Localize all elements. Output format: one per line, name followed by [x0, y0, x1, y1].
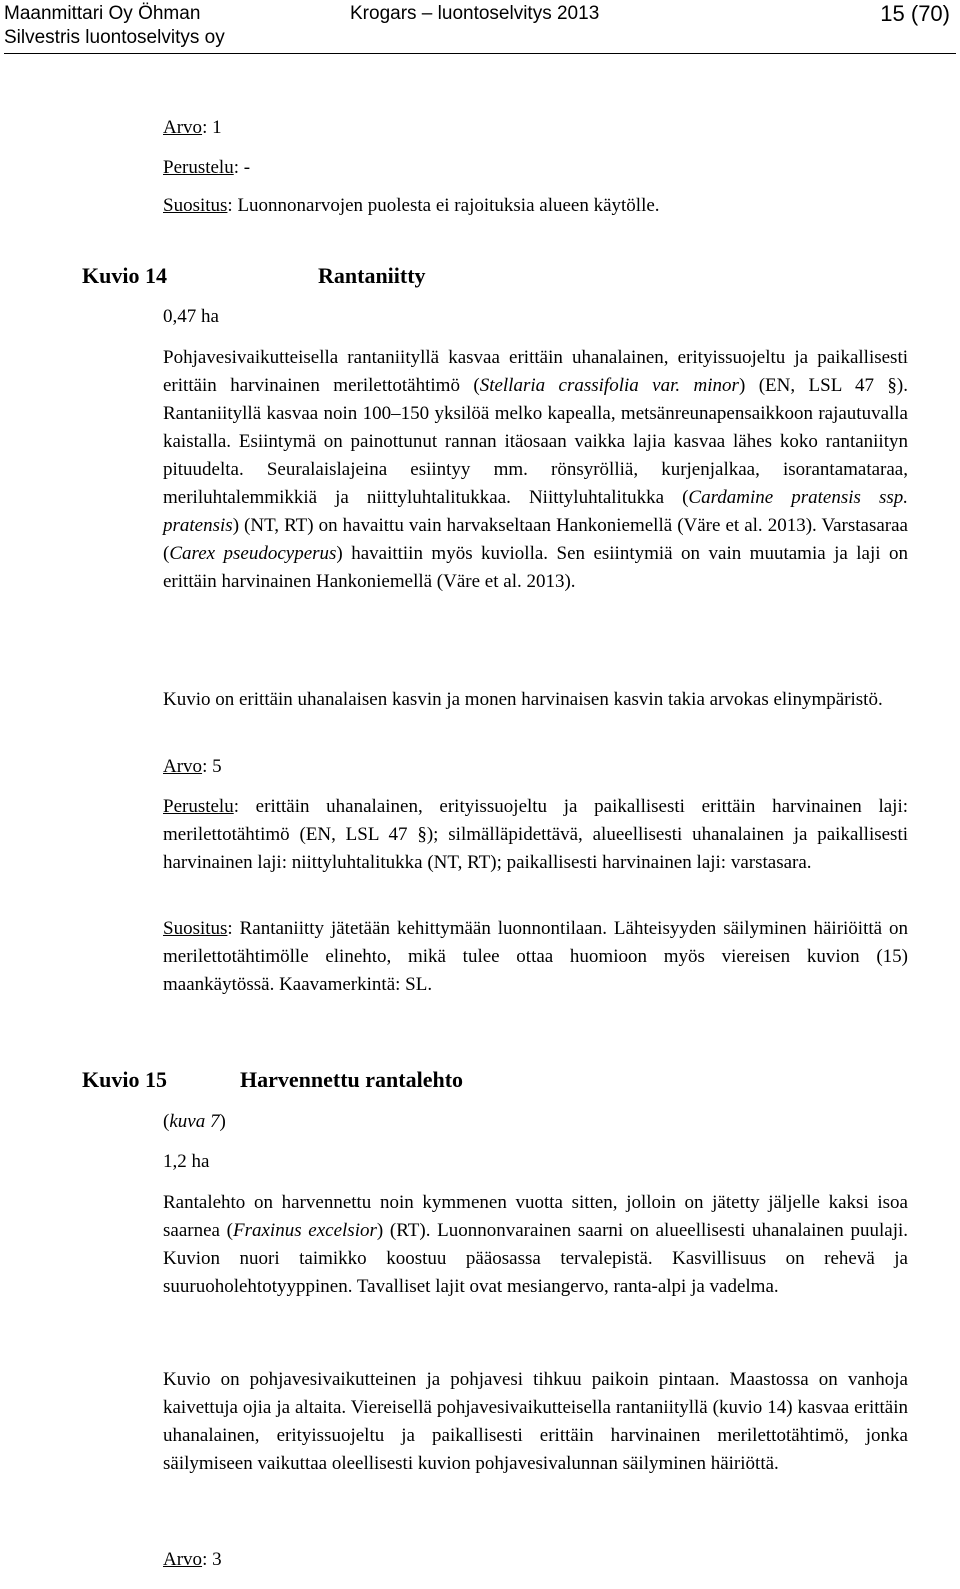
- perustelu-label: Perustelu: [163, 157, 234, 178]
- text-run: ) (NT, RT) on havaittu vain harvakseltaan Hankoniemellä (Väre et al. 2013). Varstasaraa (: [163, 515, 908, 564]
- text-run: Pohjavesivaikutteisella rantaniityllä kasvaa erittäin uhanalainen, erityissuojeltu ja paikallisesti erittäin harvinainen merilettotähtimö (: [163, 347, 908, 396]
- page-number: 15 (70): [880, 1, 950, 26]
- suositus-label: Suositus: [163, 195, 228, 216]
- kuvio-14-title: Rantaniitty: [318, 263, 426, 288]
- species-name: Cardamine pratensis ssp. pratensis: [163, 487, 909, 536]
- kuvio-15-label: Kuvio 15: [82, 1067, 167, 1092]
- text-run: ) (RT). Luonnonvarainen saarni on alueellisesti uhanalainen puulaji. Kuvion nuori taimikko koostuu pääosassa tervalepistä. Kasvillisuus on rehevä ja suuruoholehtotyyppinen. Tavalliset lajit ovat mesiangervo, ranta-alpi ja vadelma.: [163, 1220, 909, 1297]
- text-run: Rantalehto on harvennettu noin kymmenen vuotta sitten, jolloin on jätetty jäljelle kaksi isoa saarnea (: [163, 1192, 908, 1241]
- arvo-value: : 5: [202, 756, 222, 777]
- perustelu-value: : -: [233, 157, 251, 178]
- company-name-2: Silvestris luontoselvitys oy: [4, 27, 225, 48]
- kuvio-14-area: 0,47 ha: [163, 306, 219, 327]
- text-run: ) (EN, LSL 47 §). Rantaniityllä kasvaa noin 100–150 yksilöä melko kapealla, metsänreunapensaikkoon rajautuvalla kaistalla. Esiintymä on painottunut rannan itäosaan vaikka lajia kasvaa lähes koko rantaniityn pituudelta. Seuralaislajeina esiintyy mm. rönsyrölliä, kurjenjalkaa, isorantamataraa, meriluhtalemmikkiä ja niittyluhtalitukkaa. Niittyluhtalitukka (: [163, 375, 908, 508]
- company-name: Maanmittari Oy Öhman: [4, 3, 201, 24]
- suositus-label: Suositus: [163, 918, 228, 939]
- previous-kuvio-summary: [163, 114, 908, 220]
- kuvio-15-description: [163, 1189, 908, 1301]
- arvo-value: : 1: [202, 117, 222, 138]
- paren: ): [219, 1111, 226, 1132]
- perustelu-label: Perustelu: [163, 796, 234, 817]
- kuvio-14-summary-paragraph: Kuvio on erittäin uhanalaisen kasvin ja monen harvinaisen kasvin takia arvokas elinympäristö.: [163, 689, 883, 710]
- kuvio-15-area: 1,2 ha: [163, 1151, 210, 1172]
- suositus-value: : Luonnonarvojen puolesta ei rajoituksia alueen käytölle.: [227, 195, 660, 216]
- header-left: [4, 2, 225, 50]
- species-name: Fraxinus excelsior: [232, 1220, 377, 1241]
- kuvio-14-arvo: [163, 753, 908, 781]
- species-name: Stellaria crassifolia var. minor: [479, 375, 739, 396]
- species-name: Carex pseudocyperus: [169, 543, 337, 564]
- kuvio-14-description: [163, 344, 908, 596]
- arvo-label: Arvo: [163, 117, 203, 138]
- suositus-value: : Rantaniitty jätetään kehittymään luonnontilaan. Lähteisyyden säilyminen häiriöittä on merilettotähtimölle elinehto, mikä tulee ottaa huomioon myös viereisen kuvion (15) maankäytössä. Kaavamerkintä: SL.: [163, 918, 908, 995]
- kuvio-15-groundwater-paragraph: Kuvio on pohjavesivaikutteinen ja pohjavesi tihkuu paikoin pintaan. Maastossa on vanhoja kaivettuja ojia ja altaita. Viereisellä pohjavesivaikutteisella rantaniityllä (kuvio 14) kasvaa erittäin uhanalainen, erityissuojeltu ja paikallisesti erittäin harvinainen merilettotähtimö, jonka säilymiseen vaikuttaa oleellisesti kuvion pohjavesivalunnan säilyminen häiriöttä.: [163, 1369, 908, 1474]
- kuvio-15-title: Harvennettu rantalehto: [240, 1067, 464, 1092]
- kuvio-14-perustelu: [163, 793, 908, 877]
- kuvio-15-arvo: [163, 1546, 908, 1574]
- kuvio-14-suositus: [163, 915, 908, 999]
- arvo-label: Arvo: [163, 756, 203, 777]
- kuvio-14-label: Kuvio 14: [82, 263, 167, 288]
- perustelu-value: : erittäin uhanalainen, erityissuojeltu ja paikallisesti erittäin harvinainen laji: merilettotähtimö (EN, LSL 47 §); silmälläpidettävä, alueellisesti uhanalainen ja paikallisesti harvinainen laji: niittyluhtalitukka (NT, RT); paikallisesti harvinainen laji: varstasara.: [163, 796, 908, 873]
- paren: (: [163, 1111, 170, 1132]
- arvo-label: Arvo: [163, 1549, 203, 1570]
- figure-link: kuva 7: [169, 1111, 220, 1132]
- text-run: ) havaittiin myös kuviolla. Sen esiintymiä on vain muutamia ja laji on erittäin harvinainen Hankoniemellä (Väre et al. 2013).: [163, 543, 908, 592]
- arvo-value: : 3: [202, 1549, 222, 1570]
- header-rule: [4, 53, 956, 54]
- kuvio-15-figure-ref: [163, 1108, 908, 1136]
- document-title: Krogars – luontoselvitys 2013: [350, 3, 600, 24]
